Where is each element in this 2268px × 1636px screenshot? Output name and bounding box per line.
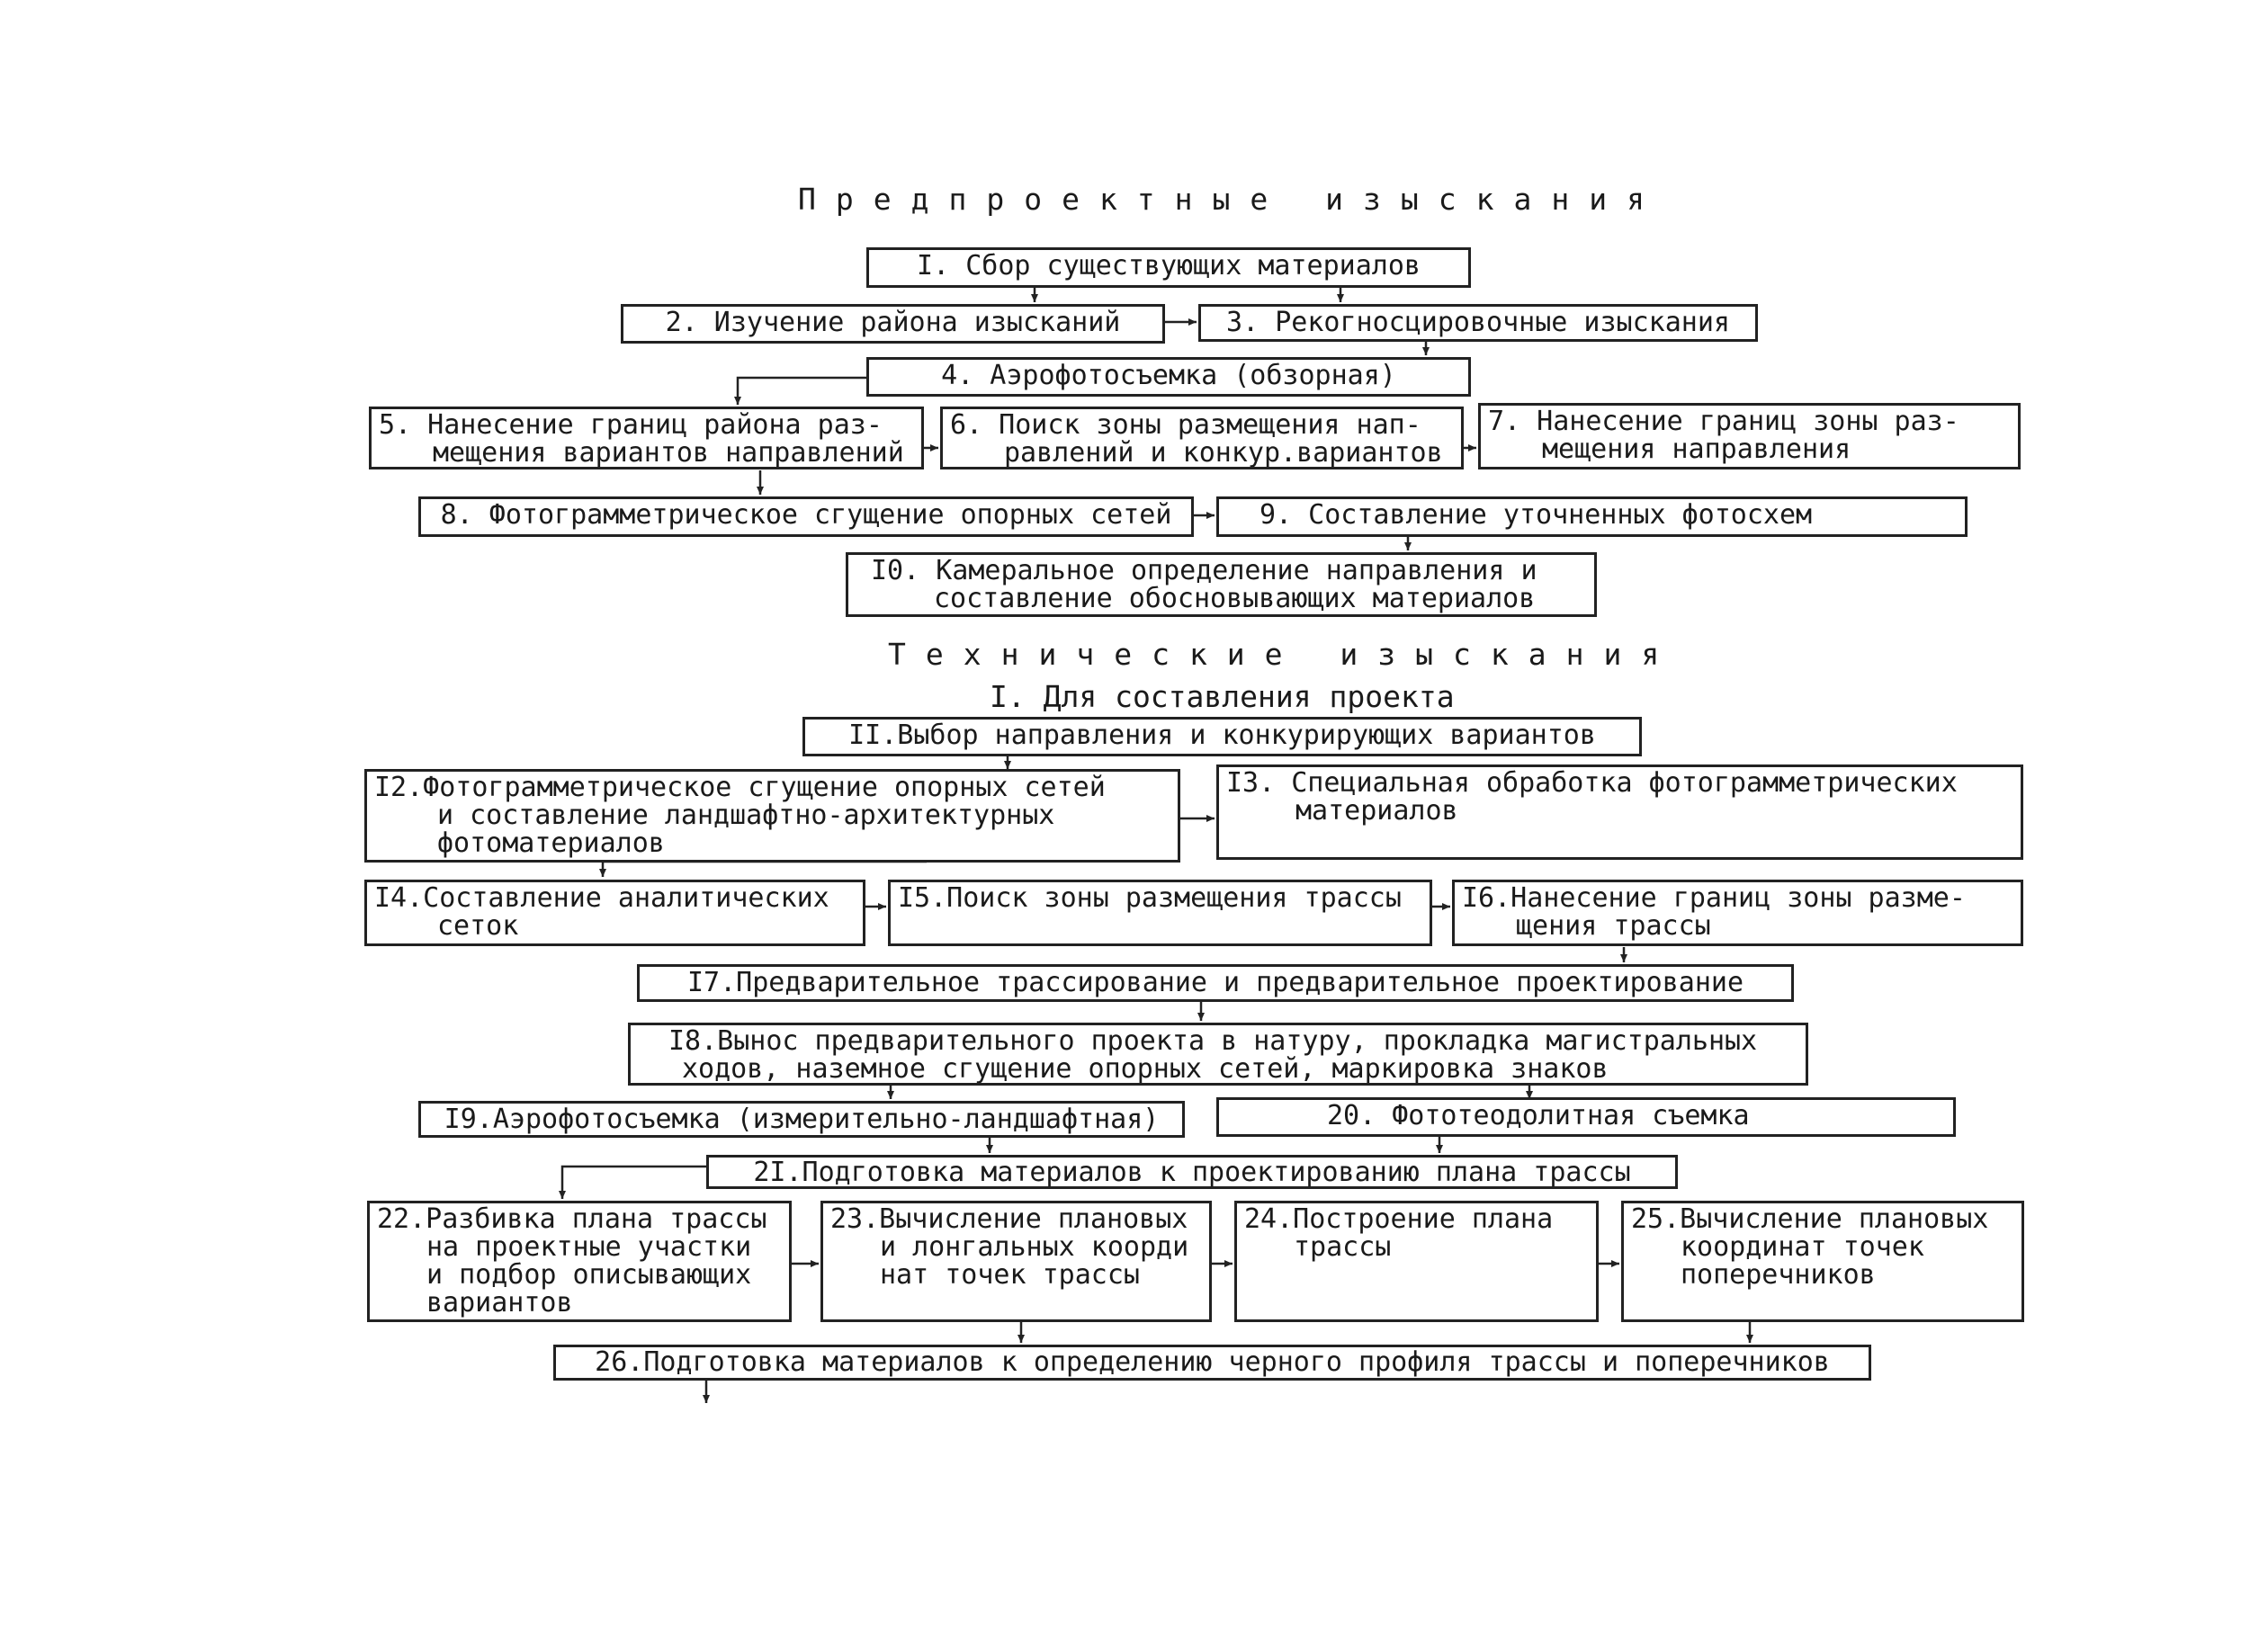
step-19-line-1: I9.Аэрофотосъемка (измерительно-ландшафтная) [444, 1104, 1160, 1135]
step-18-line-1: I8.Вынос предварительного проекта в натуру, прокладка магистральных [668, 1025, 1758, 1057]
step-1-line-1: I. Сбор существующих материалов [917, 250, 1421, 282]
step-22-line-4: вариантов [426, 1287, 573, 1319]
step-12-box [364, 769, 1180, 863]
technical-subsection-title: I. Для составления проекта [990, 679, 1455, 714]
step-13-line-1: I3. Специальная обработка фотограмметрических [1226, 767, 1958, 799]
step-25-line-1: 25.Вычисление плановых [1631, 1203, 1989, 1235]
step-20-box [1216, 1097, 1956, 1137]
step-16-line-2: щения трассы [1516, 910, 1711, 942]
step-23-line-2: и лонгальных коорди [880, 1231, 1189, 1263]
step-24-box [1234, 1201, 1599, 1322]
step-22-line-2: на проектные участки [426, 1231, 752, 1263]
step-6-box [940, 407, 1464, 469]
step-11-line-1: II.Выбор направления и конкурирующих вариантов [848, 720, 1596, 751]
step-23-line-3: нат точек трассы [880, 1259, 1140, 1291]
step-25-line-2: координат точек [1681, 1231, 1924, 1263]
step-24-line-1: 24.Построение плана [1244, 1203, 1554, 1235]
step-21-line-1: 2I.Подготовка материалов к проектированию плана трассы [753, 1157, 1631, 1188]
step-21-box [706, 1155, 1678, 1189]
step-22-line-3: и подбор описывающих [426, 1259, 752, 1291]
step-14-line-1: I4.Составление аналитических [374, 882, 829, 914]
step-24-line-2: трассы [1294, 1231, 1392, 1263]
step-5-line-2: мещения вариантов направлений [433, 437, 904, 469]
preproject-section-title: Предпроектные изыскания [798, 182, 1664, 217]
step-25-box [1621, 1201, 2024, 1322]
step-13-box [1216, 764, 2023, 860]
step-7-line-1: 7. Нанесение границ зоны раз- [1488, 406, 1959, 437]
step-20-line-1: 20. Фототеодолитная съемка [1327, 1100, 1750, 1131]
step-12-line-1: I2.Фотограмметрическое сгущение опорных сетей [374, 772, 1106, 803]
step-2-line-1: 2. Изучение района изысканий [665, 307, 1121, 338]
step-19-box [418, 1101, 1185, 1138]
step-15-line-1: I5.Поиск зоны размещения трассы [898, 882, 1402, 914]
step-16-box [1452, 880, 2023, 946]
step-8-line-1: 8. Фотограмметрическое сгущение опорных сетей [440, 499, 1172, 531]
step-10-box [846, 552, 1597, 617]
step-5-line-1: 5. Нанесение границ района раз- [379, 409, 883, 441]
step-18-line-2: ходов, наземное сгущение опорных сетей, маркировка знаков [682, 1053, 1609, 1085]
step-23-line-1: 23.Вычисление плановых [830, 1203, 1188, 1235]
step-2-box [621, 304, 1165, 344]
technical-section-title: Технические изыскания [888, 637, 1680, 672]
step-16-line-1: I6.Нанесение границ зоны разме- [1462, 882, 1966, 914]
step-25-line-3: поперечников [1681, 1259, 1876, 1291]
step-10-line-2: составление обосновывающих материалов [934, 583, 1536, 614]
step-8-box [418, 496, 1194, 537]
step-14-line-2: сеток [437, 910, 519, 942]
step-3-line-1: 3. Рекогносцировочные изыскания [1226, 307, 1730, 338]
step-22-box [367, 1201, 792, 1322]
step-11-box [802, 717, 1642, 756]
step-6-line-1: 6. Поиск зоны размещения нап- [950, 409, 1421, 441]
step-1-box [866, 247, 1471, 288]
step-5-box [369, 407, 924, 469]
step-10-line-1: I0. Камеральное определение направления и [871, 555, 1537, 586]
step-7-line-2: мещения направления [1542, 434, 1851, 465]
step-14-box [364, 880, 865, 946]
step-12-line-2: и составление ландшафтно-архитектурных [437, 800, 1055, 831]
step-15-box [888, 880, 1432, 946]
step-7-box [1478, 403, 2021, 469]
step-3-box [1198, 304, 1758, 342]
step-4-line-1: 4. Аэрофотосъемка (обзорная) [941, 360, 1396, 391]
step-17-box [637, 964, 1794, 1002]
step-22-line-1: 22.Разбивка плана трассы [377, 1203, 767, 1235]
step-13-line-2: материалов [1295, 795, 1458, 827]
step-6-line-2: равлений и конкур.вариантов [1004, 437, 1443, 469]
step-4-box [866, 357, 1471, 397]
step-26-line-1: 26.Подготовка материалов к определению черного профиля трассы и поперечников [595, 1346, 1830, 1378]
step-9-box [1216, 496, 1968, 537]
step-18-box [628, 1023, 1808, 1086]
step-26-box [553, 1345, 1871, 1381]
step-12-line-3: фотоматериалов [437, 827, 665, 859]
step-17-line-1: I7.Предварительное трассирование и предварительное проектирование [687, 967, 1744, 998]
step-9-line-1: 9. Составление уточненных фотосхем [1260, 499, 1813, 531]
step-23-box [820, 1201, 1212, 1322]
